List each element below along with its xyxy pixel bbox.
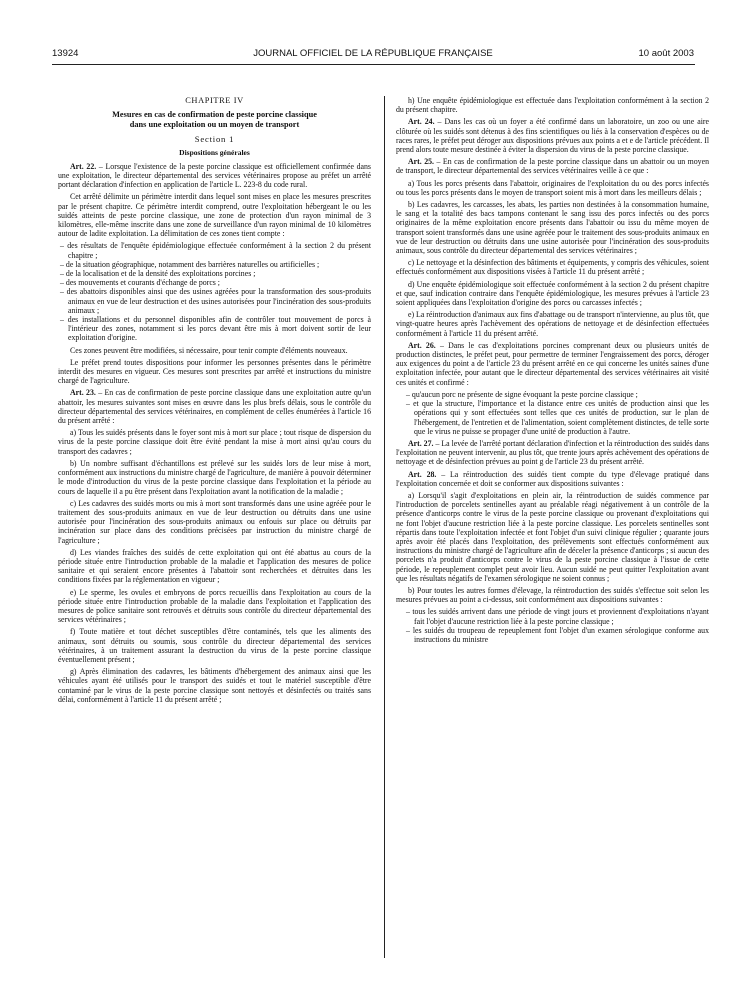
- article-23-heading: Art. 23.: [70, 388, 96, 398]
- article-28-list: [396, 607, 709, 644]
- paragraph: h) Une enquête épidémiologique est effectuée dans l'exploitation conformément à la section 2 du présent chapitre.: [396, 96, 709, 115]
- section-title: Dispositions générales: [179, 147, 250, 157]
- paragraph: a) Lorsqu'il s'agit d'exploitations en plein air, la réintroduction de suidés commence par l'introduction de porcelets sentinelles ayant au préalable réagi négativement à un contrôle de la présence d'anticorps contre le virus de la peste porcine classique ou provenant d'exploitations qui ne font l'objet d'aucune restriction liée à la peste porcine classique. Les porcelets sentinelles sont répartis dans toute l'exploitation infectée et font l'objet d'un suivi clinique régulier ; quarante jours après avoir été placés dans l'exploitation, des prélèvements sont effectués conformément aux instructions du ministre chargé de l'agriculture afin de déceler la présence d'anticorps ; si aucun des porcelets n'a produit d'anticorps contre le virus de la peste porcine classique à l'issue de cette période, le repeuplement complet peut avoir lieu. Aucun suidé ne peut quitter l'exploitation avant que les résultats négatifs de l'examen sérologique ne soient connus ;: [396, 490, 709, 583]
- paragraph: b) Un nombre suffisant d'échantillons est prélevé sur les suidés lors de leur mise à mort, conformément aux instructions du ministre chargé de l'agriculture, de manière à pouvoir déterminer le mode d'introduction du virus de la peste porcine classique dans l'exploitation et la période au cours de laquelle il a pu être présent dans l'exploitation avant la notification de la maladie ;: [58, 458, 371, 496]
- article-28-paragraph: Art. 28. – La réintroduction des suidés tient compte du type d'élevage pratiqué dans l'exploitation concernée et doit se conformer aux dispositions suivantes :: [396, 469, 709, 488]
- list-item: – des mouvements et courants d'échange de porcs ;: [58, 278, 371, 287]
- article-23-paragraph: Art. 23. – En cas de confirmation de peste porcine classique dans une exploitation autre qu'un abattoir, les mesures suivantes sont mises en œuvre dans les plus brefs délais, sous le contrôle du directeur départemental des services vétérinaires, en complément de celles énumérées à l'article 16 du présent arrêté :: [58, 388, 371, 426]
- paragraph: b) Pour toutes les autres formes d'élevage, la réintroduction des suidés s'effectue soit selon les mesures prévues au point a ci-dessus, soit conformément aux dispositions suivantes :: [396, 585, 709, 605]
- paragraph: d) Une enquête épidémiologique soit effectuée conformément à la section 2 du présent chapitre et que, sauf indication contraire dans l'enquête épidémiologique, les mesures prévues à l'article 23 soient appliquées dans l'exploitation d'origine des porcs ou carcasses infectés ;: [396, 279, 709, 308]
- paragraph: e) Le sperme, les ovules et embryons de porcs recueillis dans l'exploitation au cours de la période située entre l'introduction probable de la maladie dans l'exploitation et l'application des mesures de police sanitaire sont retrouvés et détruits sous contrôle du directeur départemental des services vétérinaires ;: [58, 587, 371, 625]
- chapter-title-line2: dans une exploitation ou un moyen de transport: [129, 119, 300, 129]
- list-item: – et que la structure, l'importance et la distance entre ces unités de production ainsi que les opérations qui y sont effectuées sont telles que ces unités de production, sur le plan de l'hébergement, de l'entretien et de l'alimentation, soient complètement distinctes, de telle sorte que le virus ne puisse se propager d'une unité de production à l'autre.: [396, 399, 709, 436]
- paragraph: e) La réintroduction d'animaux aux fins d'abattage ou de transport n'intervienne, au plus tôt, que vingt-quatre heures après l'achèvement des opérations de nettoyage et de désinfection effectuées conformément à l'article 11 du présent arrêté.: [396, 310, 709, 338]
- article-24-heading: Art. 24.: [408, 117, 435, 127]
- list-item: – de la situation géographique, notamment des barrières naturelles ou artificielles ;: [58, 260, 371, 269]
- list-item: – qu'aucun porc ne présente de signe évoquant la peste porcine classique ;: [396, 390, 709, 399]
- column-divider: [384, 96, 385, 958]
- article-26-paragraph: Art. 26. – Dans le cas d'exploitations porcines comprenant deux ou plusieurs unités de production distinctes, le préfet peut, pour permettre de terminer l'engraissement des porcs, déroger aux exigences du point a de l'article 23 du présent arrêté en ce qui concerne les unités saines d'une exploitation infectée, pour autant que le directeur départemental des services vétérinaires ait visité ces unités et confirmé :: [396, 340, 709, 387]
- left-column: [58, 96, 371, 707]
- paragraph: a) Tous les suidés présents dans le foyer sont mis à mort sur place ; tout risque de dispersion du virus de la peste porcine classique doit être évité pendant la mise à mort ainsi qu'au cours du transport des cadavres ;: [58, 428, 371, 456]
- list-item: – des résultats de l'enquête épidémiologique effectuée conformément à la section 2 du présent chapitre ;: [58, 241, 371, 259]
- paragraph: f) Toute matière et tout déchet susceptibles d'être contaminés, tels que les aliments des animaux, sont détruits ou soumis, sous contrôle du directeur départemental des services vétérinaires, à un traitement assurant la destruction du virus de la peste porcine classique éventuellement présent ;: [58, 627, 371, 664]
- paragraph: d) Les viandes fraîches des suidés de cette exploitation qui ont été abattus au cours de la période située entre l'introduction probable de la maladie et l'application des mesures de police sanitaire et qui seraient encore présentes à l'abattoir sont recherchées et détruites dans les conditions fixées par la réglementation en vigueur ;: [58, 547, 371, 585]
- right-column: [396, 96, 709, 647]
- paragraph: a) Tous les porcs présents dans l'abattoir, originaires de l'exploitation du ou des porcs infectés ou tous les porcs présents dans le moyen de transport soient mis à mort dans les meilleurs délais ;: [396, 178, 709, 197]
- chapter-label: CHAPITRE IV: [185, 96, 244, 105]
- issue-date: 10 août 2003: [638, 48, 694, 59]
- list-item: – des installations et du personnel disponibles afin de contrôler tout mouvement de porcs à l'intérieur des zones, notamment si les porcs devant être mis à mort doivent sortir de leur exploitation d'origine.: [58, 315, 371, 343]
- journal-title: JOURNAL OFFICIEL DE LA RÉPUBLIQUE FRANÇAISE: [253, 48, 493, 59]
- section-label: Section 1: [194, 134, 235, 145]
- chapter-title: [58, 110, 371, 129]
- article-26-list: [396, 390, 709, 436]
- header-rule: [52, 64, 695, 65]
- article-27-paragraph: Art. 27. – La levée de l'arrêté portant déclaration d'infection et la réintroduction des suidés dans l'exploitation ne peuvent intervenir, au plus tôt, que trente jours après achèvement des opérations de nettoyage et de désinfection prévues au point g de l'article 23 du présent arrêté.: [396, 438, 710, 467]
- list-item: – tous les suidés arrivent dans une période de vingt jours et proviennent d'exploitations n'ayant fait l'objet d'aucune restriction liée à la peste porcine classique ;: [396, 607, 709, 625]
- article-24-paragraph: Art. 24. – Dans les cas où un foyer a été confirmé dans un laboratoire, un zoo ou une aire clôturée où les suidés sont détenus à des fins scientifiques ou liés à la conservation d'espèces ou de races rares, le préfet peut déroger aux dispositions prévues aux points a et e de l'article précédent. Il prend alors toute mesure destinée à éviter la dispersion du virus de la peste porcine classique.: [396, 117, 709, 155]
- paragraph: Cet arrêté délimite un périmètre interdit dans lequel sont mises en place les mesures prescrites par le présent chapitre. Ce périmètre interdit comprend, outre l'exploitation hébergeant le ou les suidés atteints de peste porcine classique, une zone de protection d'un rayon minimal de 3 kilomètres, elle-même inscrite dans une zone de surveillance d'un rayon minimal de 10 kilomètres autour de ladite exploitation. La délimitation de ces zones tient compte :: [58, 192, 371, 239]
- article-27-heading: Art. 27.: [408, 438, 434, 448]
- list-item: – de la localisation et de la densité des exploitations porcines ;: [58, 269, 371, 278]
- list-item: – des abattoirs disponibles ainsi que des usines agréées pour la transformation des sous-produits animaux en vue de leur destruction et des usines autorisées pour l'incinération des sous-produits animaux ;: [58, 287, 371, 315]
- article-22-list: [58, 241, 371, 342]
- page-number: 13924: [52, 48, 79, 59]
- article-28-heading: Art. 28.: [408, 469, 437, 479]
- paragraph: b) Les cadavres, les carcasses, les abats, les parties non destinées à la consommation humaine, le sang et la totalité des bacs tampons contenant le sang issu des porcs infectés ou des porcs originaires de la même exploitation encore présents dans l'abattoir ou issu du même moyen de transport soient transformés dans une usine agréée pour le traitement des sous-produits animaux en vue de leur destruction ou détruits dans une usine autorisée pour l'incinération des sous-produits animaux, sous contrôle du directeur départemental des services vétérinaires ;: [396, 200, 709, 256]
- article-25-heading: Art. 25.: [408, 157, 435, 167]
- paragraph: c) Les cadavres des suidés morts ou mis à mort sont transformés dans une usine agréée pour le traitement des sous-produits animaux en vue de leur destruction ou détruits dans une usine autorisée pour l'incinération des sous-produits animaux ou enfouis sur place ou détruits par incinération sur place dans des conditions précisées par instruction du ministre chargé de l'agriculture ;: [58, 498, 371, 545]
- paragraph: Le préfet prend toutes dispositions pour informer les personnes présentes dans le périmètre interdit des mesures en vigueur. Ces mesures sont prescrites par arrêté et instructions du ministre chargé de l'agriculture.: [58, 357, 371, 386]
- chapter-title-line1: Mesures en cas de confirmation de peste porcine classique: [112, 110, 317, 120]
- article-22-paragraph: Art. 22. – Lorsque l'existence de la peste porcine classique est officiellement confirmée dans une exploitation, le directeur départemental des services vétérinaires propose au préfet un arrêté portant déclaration d'infection en application de l'article L. 223-8 du code rural.: [58, 161, 371, 190]
- article-25-paragraph: Art. 25. – En cas de confirmation de la peste porcine classique dans un abattoir ou un moyen de transport, le directeur départemental des services vétérinaires veille à ce que :: [396, 157, 709, 176]
- paragraph: g) Après élimination des cadavres, les bâtiments d'hébergement des animaux ainsi que les véhicules ayant été utilisés pour le transport des suidés et tout le matériel susceptible d'être contaminé par le virus de la peste porcine classique sont nettoyés et désinfectés ou traités sans délai, conformément à l'article 11 du présent arrêté ;: [58, 667, 371, 704]
- article-22-heading: Art. 22.: [70, 161, 97, 171]
- paragraph: c) Le nettoyage et la désinfection des bâtiments et équipements, y compris des véhicules, soient effectués conformément aux dispositions visées à l'article 11 du présent arrêté ;: [396, 258, 709, 277]
- page-header: [52, 48, 694, 62]
- paragraph: Ces zones peuvent être modifiées, si nécessaire, pour tenir compte d'éléments nouveaux.: [70, 345, 348, 355]
- list-item: – les suidés du troupeau de repeuplement font l'objet d'un examen sérologique conforme aux instructions du ministre: [396, 626, 709, 644]
- article-26-heading: Art. 26.: [408, 340, 436, 350]
